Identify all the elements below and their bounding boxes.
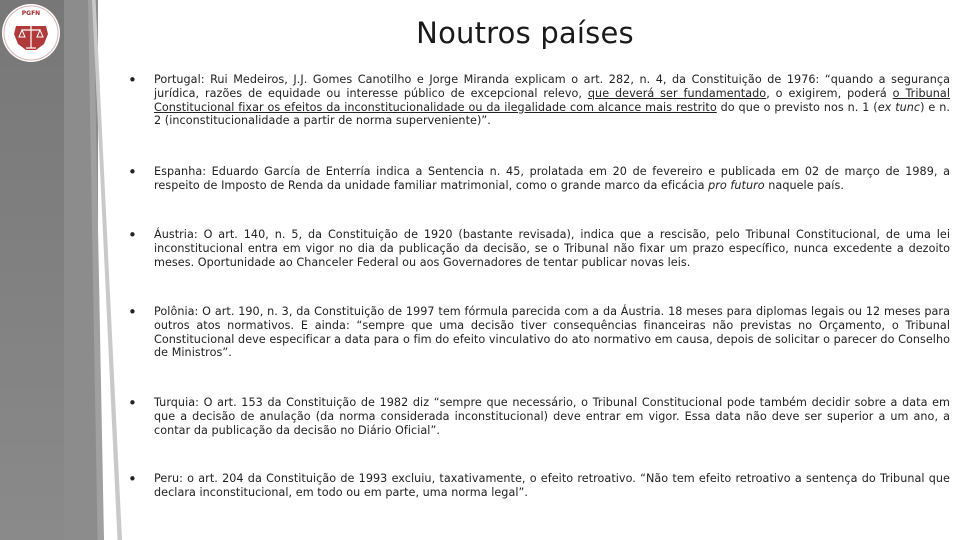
text-segment: ) e n. 2 (inconstitucionalidade a partir de norma superveniente)”. [154,100,950,128]
text-segment: Portugal: Rui Medeiros, J.J. Gomes Canotilho e Jorge Miranda explicam o art. 282, n. 4, da Constituição de 1976: “quando a segurança jurídica, razões de equidade ou interesse público de excepcional relevo, [154,73,950,100]
italic-segment: ex tunc [877,100,921,114]
bullet-icon: • [128,303,137,321]
underlined-segment: que deverá ser fundamentado [587,86,767,100]
underlined-segment: o Tribunal Constitucional fixar os efeitos da inconstitucionalidade ou da ilegalidade com alcance mais restrito [154,86,950,114]
bullet-text-turquia: Turquia: O art. 153 da Constituição de 1982 diz “sempre que necessário, o Tribunal Constitucional pode também decidir sobre a data em que a decisão de anulação (da norma considerada inconstitucional) deve entrar em vigor. Essa data não deve ser superior a um ano, a contar da publicação da decisão no Diário Oficial”. [154,396,950,437]
logo-text: PGFN [21,10,41,17]
bullet-icon: • [128,394,137,412]
bullet-icon: • [128,470,137,488]
bullet-text-austria: Áustria: O art. 140, n. 5, da Constituição de 1920 (bastante revisada), indica que a rescisão, pelo Tribunal Constitucional, de uma lei inconstitucional entra em vigor no dia da publicação da decisão, se o Tribunal não fixar um prazo específico, nunca excedente a dezoito meses. Oportunidade ao Chanceler Federal ou aos Governadores de tentar publicar novas leis. [154,228,950,269]
bullet-icon: • [128,71,137,89]
text-segment: do que o previsto nos n. 1 ( [716,100,878,114]
bullet-text-polonia: Polônia: O art. 190, n. 3, da Constituição de 1997 tem fórmula parecida com a da Áustria. 18 meses para diplomas legais ou 12 meses para outros atos normativos. E ainda: “sempre que uma decisão tiver consequências financeiras não previstas no Orçamento, o Tribunal Constitucional deve especificar a data para o fim do efeito vinculativo do ato normativo em causa, depois de solicitar o parecer do Conselho de Ministros”. [154,305,950,360]
italic-segment: pro futuro [708,178,765,192]
text-segment: Espanha: Eduardo García de Enterría indica a Sentencia n. 45, prolatada em 20 de fevereiro e publicada em 02 de março de 1989, a respeito de Imposto de Renda da unidade familiar matrimonial, como o grande marco da eficácia [154,165,950,192]
bullet-icon: • [128,226,137,244]
bullet-text-peru: Peru: o art. 204 da Constituição de 1993 excluiu, taxativamente, o efeito retroativo. “Não tem efeito retroativo a sentença do Tribunal que declara inconstitucional, em todo ou em parte, uma norma legal”. [154,472,950,499]
bullet-list [120,0,952,540]
page-title: Noutros países [416,16,634,50]
bullet-text-portugal [154,73,950,128]
text-segment: , o exigirem, poderá [766,86,893,100]
bullet-icon: • [128,163,137,181]
bullet-text-espanha [154,165,950,193]
text-segment: naquele país. [764,178,844,192]
